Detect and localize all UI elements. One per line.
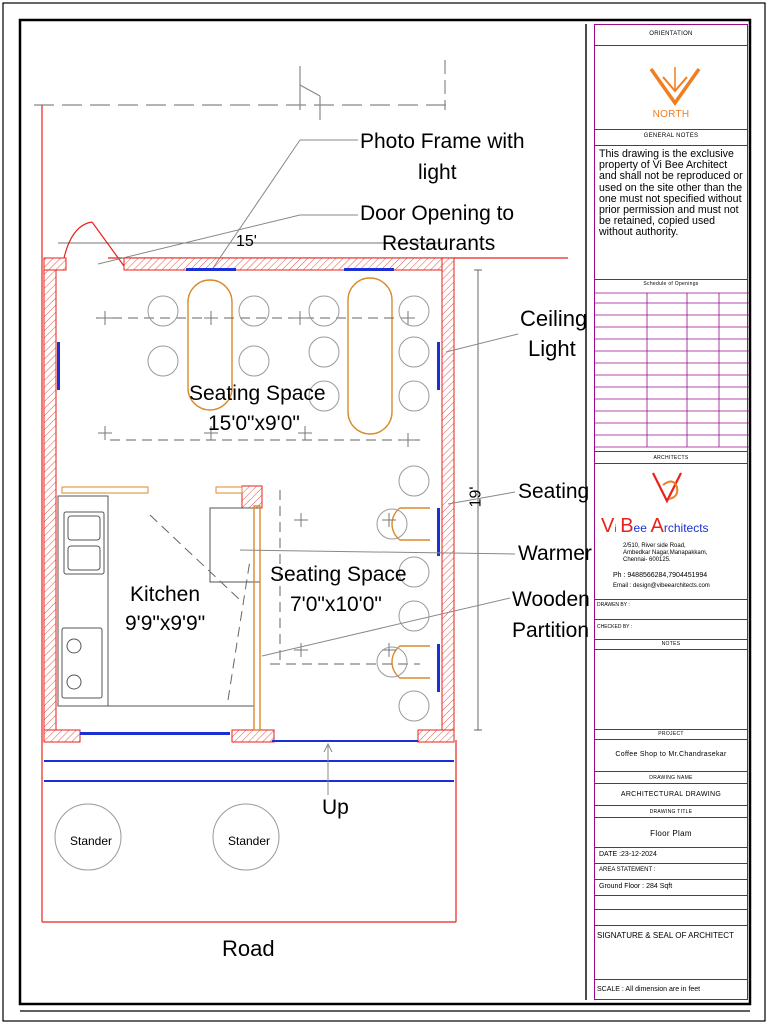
- firm-address-line3: Chennai- 600125.: [623, 557, 671, 563]
- site-boundary: [34, 60, 446, 120]
- label-photo-frame-line1: Photo Frame with: [360, 130, 525, 153]
- firm-phone: Ph : 9488566284,7904451994: [613, 572, 708, 579]
- project-name: Coffee Shop to Mr.Chandrasekar: [615, 751, 727, 758]
- signature-seal: SIGNATURE & SEAL OF ARCHITECT: [597, 931, 734, 940]
- checked-by: CHECKED BY :: [597, 624, 633, 630]
- road-boundary: [42, 105, 568, 922]
- north-label: NORTH: [652, 109, 690, 120]
- label-ceiling-light-line1: Ceiling: [520, 306, 588, 331]
- room-kitchen-size: 9'9"x9'9": [125, 612, 206, 635]
- date: DATE :23-12-2024: [599, 851, 657, 858]
- stander-2: Stander: [228, 834, 271, 848]
- room-kitchen-name: Kitchen: [130, 583, 201, 606]
- general-notes-text: This drawing is the exclusive property of Vi Bee Architect and shall not be reproduced or used on the site other than the one must not specified without prior permission and must not be retained, copied used without authority.: [599, 148, 743, 239]
- architects-header: ARCHITECTS: [653, 455, 689, 461]
- firm-name-v: V: [601, 515, 615, 537]
- firm-name: [601, 515, 709, 538]
- label-wooden-partition-line1: Wooden: [512, 588, 590, 611]
- room-seating-space-2-size: 7'0"x10'0": [290, 593, 382, 616]
- area-statement: AREA STATEMENT :: [599, 867, 656, 873]
- room-seating-space-1-name: Seating Space: [189, 382, 326, 405]
- firm-address-line2: Ambedkar Nagar,Manapakkam,: [623, 550, 708, 556]
- label-warmer: Warmer: [518, 542, 592, 565]
- drawn-by: DRAWEN BY :: [597, 602, 630, 608]
- firm-name-i: i: [614, 524, 617, 535]
- north-arrow-icon: [647, 65, 703, 115]
- label-door-opening-line2: Restaurants: [382, 232, 496, 255]
- wooden-partitions: [188, 278, 430, 730]
- firm-name-ee: ee: [633, 521, 647, 535]
- stander-1: Stander: [70, 834, 113, 848]
- scale-value: All dimension are in feet: [625, 986, 701, 993]
- firm-name-rchitects: rchitects: [663, 521, 709, 535]
- label-up: Up: [322, 796, 349, 819]
- firm-address-line1: 2/510, River side Road,: [623, 543, 686, 549]
- scale-label: SCALE :: [597, 986, 624, 993]
- title-block: [594, 24, 748, 1000]
- general-notes-header: GENERAL NOTES: [643, 133, 699, 139]
- notes-header: NOTES: [661, 641, 681, 647]
- label-door-opening-line1: Door Opening to: [360, 202, 515, 225]
- scale: [597, 986, 700, 993]
- label-wooden-partition-line2: Partition: [512, 619, 590, 642]
- dimension-depth: 19': [467, 486, 485, 508]
- room-seating-space-2-name: Seating Space: [270, 563, 407, 586]
- firm-address: [623, 543, 707, 564]
- schedule-of-openings-table: [595, 289, 749, 455]
- schedule-header: Schedule of Openings: [643, 281, 699, 287]
- drawing-name: ARCHITECTURAL DRAWING: [620, 791, 722, 798]
- label-photo-frame-line2: light: [418, 161, 457, 184]
- drawing-title: Floor Plam: [650, 829, 692, 838]
- drawing-title-header: DRAWING TITLE: [649, 809, 693, 815]
- firm-email: Email : design@vibeearchitects.com: [613, 583, 710, 589]
- label-ceiling-light-line2: Light: [528, 336, 576, 361]
- firm-name-b: B: [620, 515, 634, 537]
- firm-logo-icon: [649, 467, 689, 507]
- room-seating-space-1-size: 15'0"x9'0": [208, 412, 300, 435]
- ground-floor-area: Ground Floor : 284 Sqft: [599, 883, 673, 890]
- label-road: Road: [222, 936, 275, 961]
- label-seating: Seating: [518, 480, 590, 503]
- drawing-name-header: DRAWING NAME: [649, 775, 693, 781]
- firm-name-a: A: [650, 515, 664, 537]
- dimension-width: 15': [236, 233, 257, 250]
- orientation-header: ORIENTATION: [649, 31, 693, 37]
- project-header: PROJECT: [658, 731, 684, 737]
